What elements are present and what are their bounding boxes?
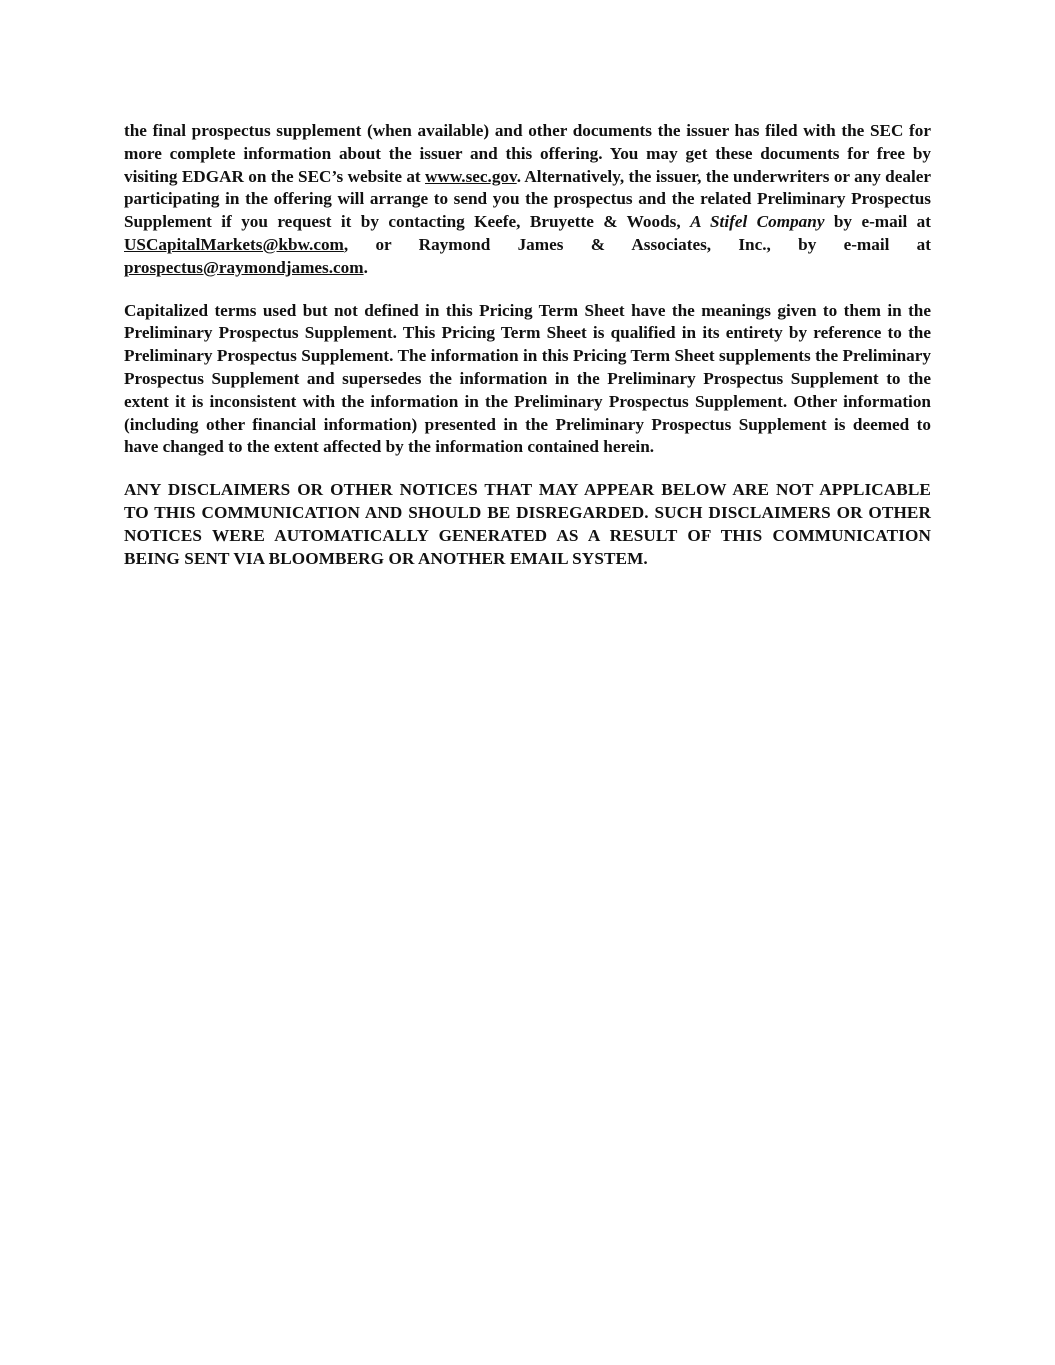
sec-website-link[interactable]: www.sec.gov — [425, 166, 517, 186]
kbw-email-link[interactable]: USCapitalMarkets@kbw.com — [124, 234, 344, 254]
capitalized-terms-paragraph: Capitalized terms used but not defined in this Pricing Term Sheet have the meanings given to them in the Preliminary Prospectus Supplement. This Pricing Term Sheet is qualified in its entirety by reference to the Preliminary Prospectus Supplement. The information in this Pricing Term Sheet supplements the Preliminary Prospectus Supplement and supersedes the information in the Preliminary Prospectus Supplement to the extent it is inconsistent with the information in the Preliminary Prospectus Supplement. Other information (including other financial information) presented in the Preliminary Prospectus Supplement is deemed to have changed to the extent affected by the information contained herein. — [124, 300, 931, 457]
paragraph-text: the final prospectus supplement (when available) and other documents the issuer has filed with the SEC for more complete information about the issuer and this offering. You may get these documents for free by visiting EDGAR on the SEC’s website at — [124, 121, 931, 186]
paragraph-text: . Alternatively, the issuer, the underwriters or any dealer participating in the offering will arrange to send you the prospectus and the related Preliminary Prospectus Supplement if you request it by contacting Keefe, Bruyette & Woods, — [124, 166, 931, 232]
paragraph-text: . — [363, 257, 368, 277]
document-page — [124, 120, 931, 590]
raymond-james-email-link[interactable]: prospectus@raymondjames.com — [124, 257, 364, 277]
stifel-company-text: A Stifel Company — [690, 212, 825, 232]
paragraph-text: , or Raymond James & Associates, Inc., by e-mail at — [343, 234, 931, 254]
disclaimer-paragraph: ANY DISCLAIMERS OR OTHER NOTICES THAT MAY APPEAR BELOW ARE NOT APPLICABLE TO THIS COMMUNICATION AND SHOULD BE DISREGARDED. SUCH DISCLAIMERS OR OTHER NOTICES WERE AUTOMATICALLY GENERATED AS A RESULT OF THIS COMMUNICATION BEING SENT VIA BLOOMBERG OR ANOTHER EMAIL SYSTEM. — [124, 480, 931, 568]
prospectus-availability-paragraph — [124, 120, 931, 280]
paragraph-text: by e-mail at — [824, 212, 931, 232]
